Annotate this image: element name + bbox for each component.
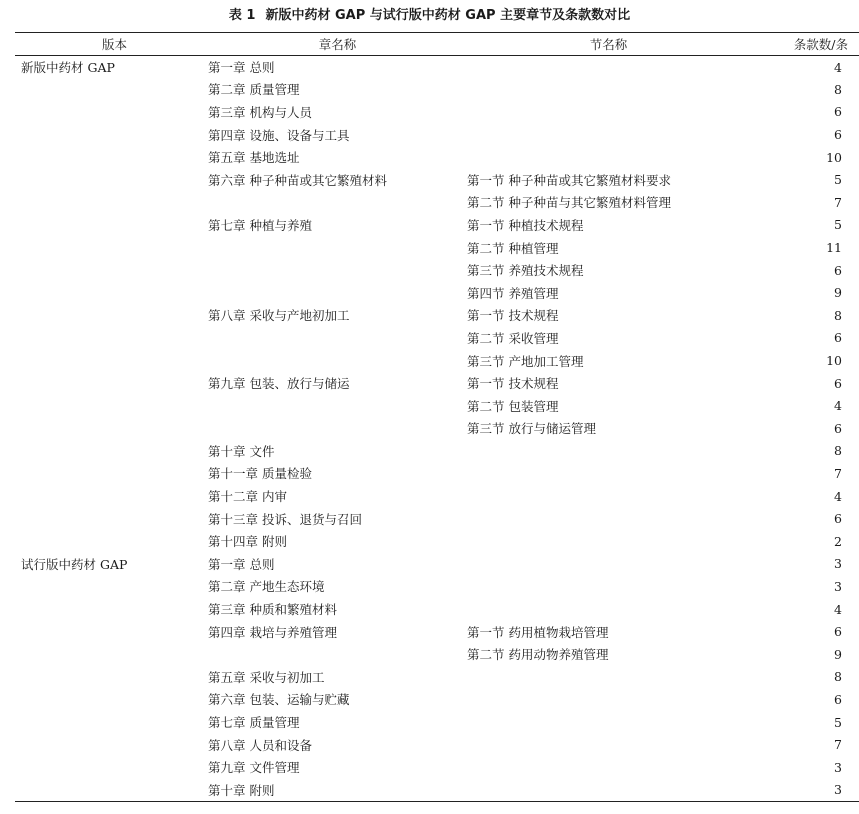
- cell-section: [467, 598, 750, 621]
- table-caption: [0, 6, 859, 26]
- header-chapter: 章名称: [318, 37, 357, 52]
- cell-version: [15, 191, 208, 214]
- cell-section: 第二节 种子种苗与其它繁殖材料管理: [467, 195, 671, 211]
- cell-chapter: [208, 327, 467, 350]
- table-row: [15, 779, 859, 802]
- cell-version: [15, 304, 208, 327]
- cell-version: [15, 78, 208, 101]
- table-row: [15, 304, 859, 327]
- cell-version: [15, 756, 208, 779]
- cell-version: [15, 394, 208, 417]
- cell-section: [467, 123, 750, 146]
- table-row: [15, 56, 859, 79]
- cell-chapter: 第十三章 投诉、退货与召回: [208, 511, 362, 527]
- cell-version: [15, 598, 208, 621]
- table-caption-label: 表 1: [228, 8, 256, 23]
- table-row: [15, 168, 859, 191]
- cell-chapter: 第十一章 质量检验: [208, 466, 312, 482]
- cell-chapter: [208, 191, 467, 214]
- table-row: [15, 507, 859, 530]
- cell-section: [467, 666, 750, 689]
- cell-chapter: 第七章 质量管理: [208, 715, 300, 731]
- cell-chapter: [208, 259, 467, 282]
- cell-count: 5: [834, 172, 842, 188]
- cell-count: 6: [834, 420, 842, 436]
- cell-chapter: 第六章 包装、运输与贮藏: [208, 692, 350, 708]
- cell-section: 第一节 种植技术规程: [467, 217, 584, 233]
- cell-section: 第三节 产地加工管理: [467, 353, 584, 369]
- table-row: [15, 214, 859, 237]
- table-body: [15, 56, 859, 802]
- cell-count: 7: [834, 737, 842, 753]
- cell-version: [15, 168, 208, 191]
- cell-section: [467, 756, 750, 779]
- cell-version: [15, 349, 208, 372]
- table-caption-title: 新版中药材 GAP 与试行版中药材 GAP 主要章节及条款数对比: [265, 8, 631, 23]
- cell-version: [15, 123, 208, 146]
- cell-section: [467, 101, 750, 124]
- cell-count: 7: [834, 465, 842, 481]
- cell-count: 4: [834, 398, 842, 414]
- table-row: [15, 123, 859, 146]
- cell-count: 7: [834, 194, 842, 210]
- table-row: [15, 191, 859, 214]
- cell-count: 8: [834, 307, 842, 323]
- table-row: [15, 643, 859, 666]
- cell-chapter: 第十章 附则: [208, 782, 275, 798]
- cell-chapter: 第十章 文件: [208, 443, 275, 459]
- cell-section: [467, 530, 750, 553]
- cell-section: [467, 146, 750, 169]
- cell-count: 5: [834, 714, 842, 730]
- cell-chapter: 第十二章 内审: [208, 489, 287, 505]
- cell-section: 第一节 技术规程: [467, 376, 559, 392]
- cell-count: 9: [834, 646, 842, 662]
- cell-section: 第一节 种子种苗或其它繁殖材料要求: [467, 172, 671, 188]
- cell-count: 4: [834, 488, 842, 504]
- cell-version: [15, 101, 208, 124]
- cell-count: 6: [834, 104, 842, 120]
- cell-version: [15, 146, 208, 169]
- table-row: [15, 711, 859, 734]
- cell-count: 3: [834, 556, 842, 572]
- cell-version: [15, 485, 208, 508]
- cell-chapter: 第一章 总则: [208, 60, 275, 76]
- cell-section: 第二节 采收管理: [467, 330, 559, 346]
- cell-count: 6: [834, 330, 842, 346]
- table-row: [15, 485, 859, 508]
- table-row: [15, 756, 859, 779]
- table-header-row: [15, 33, 859, 56]
- cell-version: 试行版中药材 GAP: [21, 556, 128, 572]
- cell-section: [467, 575, 750, 598]
- cell-section: 第四节 养殖管理: [467, 285, 559, 301]
- cell-count: 10: [826, 353, 842, 369]
- cell-section: 第一节 技术规程: [467, 308, 559, 324]
- cell-chapter: [208, 643, 467, 666]
- cell-chapter: [208, 417, 467, 440]
- cell-count: 3: [834, 782, 842, 798]
- cell-section: [467, 553, 750, 576]
- cell-count: 4: [834, 59, 842, 75]
- table-row: [15, 281, 859, 304]
- cell-chapter: 第三章 种质和繁殖材料: [208, 602, 337, 618]
- cell-section: [467, 507, 750, 530]
- cell-section: [467, 779, 750, 802]
- cell-count: 6: [834, 624, 842, 640]
- cell-version: [15, 620, 208, 643]
- cell-section: 第二节 包装管理: [467, 398, 559, 414]
- cell-count: 8: [834, 443, 842, 459]
- cell-count: 6: [834, 262, 842, 278]
- cell-section: 第二节 药用动物养殖管理: [467, 647, 609, 663]
- cell-count: 8: [834, 669, 842, 685]
- cell-version: [15, 281, 208, 304]
- table-row: [15, 620, 859, 643]
- cell-chapter: 第四章 设施、设备与工具: [208, 127, 350, 143]
- cell-section: [467, 733, 750, 756]
- cell-version: [15, 711, 208, 734]
- cell-version: [15, 327, 208, 350]
- cell-section: [467, 440, 750, 463]
- table-row: [15, 417, 859, 440]
- table-row: [15, 733, 859, 756]
- cell-chapter: [208, 236, 467, 259]
- table-row: [15, 440, 859, 463]
- cell-version: [15, 575, 208, 598]
- cell-chapter: 第十四章 附则: [208, 534, 287, 550]
- table-row: [15, 598, 859, 621]
- cell-version: [15, 666, 208, 689]
- cell-version: 新版中药材 GAP: [21, 60, 115, 76]
- cell-section: [467, 688, 750, 711]
- cell-chapter: [208, 394, 467, 417]
- table-row: [15, 688, 859, 711]
- table-row: [15, 666, 859, 689]
- cell-chapter: 第五章 基地选址: [208, 150, 300, 166]
- cell-version: [15, 733, 208, 756]
- cell-version: [15, 779, 208, 802]
- cell-chapter: 第九章 文件管理: [208, 760, 300, 776]
- cell-chapter: 第八章 人员和设备: [208, 737, 312, 753]
- cell-count: 3: [834, 578, 842, 594]
- cell-section: [467, 56, 750, 79]
- cell-count: 5: [834, 217, 842, 233]
- cell-chapter: [208, 281, 467, 304]
- header-count: 条款数/条: [793, 37, 848, 52]
- cell-chapter: 第二章 产地生态环境: [208, 579, 325, 595]
- table-row: [15, 530, 859, 553]
- cell-count: 6: [834, 375, 842, 391]
- cell-count: 6: [834, 511, 842, 527]
- cell-section: [467, 711, 750, 734]
- table-row: [15, 101, 859, 124]
- cell-section: 第二节 种植管理: [467, 240, 559, 256]
- cell-chapter: 第二章 质量管理: [208, 82, 300, 98]
- table-row: [15, 575, 859, 598]
- cell-version: [15, 530, 208, 553]
- cell-count: 2: [834, 533, 842, 549]
- cell-count: 11: [826, 240, 842, 256]
- cell-count: 9: [834, 285, 842, 301]
- table-row: [15, 146, 859, 169]
- cell-version: [15, 236, 208, 259]
- cell-section: 第三节 养殖技术规程: [467, 263, 584, 279]
- header-section: 节名称: [589, 37, 628, 52]
- table-row: [15, 327, 859, 350]
- table-header: [15, 33, 859, 56]
- cell-section: [467, 485, 750, 508]
- cell-section: [467, 462, 750, 485]
- cell-count: 4: [834, 601, 842, 617]
- cell-section: 第一节 药用植物栽培管理: [467, 624, 609, 640]
- cell-chapter: 第八章 采收与产地初加工: [208, 308, 350, 324]
- cell-version: [15, 372, 208, 395]
- cell-version: [15, 259, 208, 282]
- cell-version: [15, 688, 208, 711]
- cell-chapter: 第七章 种植与养殖: [208, 217, 312, 233]
- cell-chapter: 第一章 总则: [208, 556, 275, 572]
- cell-count: 6: [834, 127, 842, 143]
- cell-chapter: 第五章 采收与初加工: [208, 669, 325, 685]
- cell-version: [15, 643, 208, 666]
- gap-comparison-table: [15, 32, 859, 802]
- table-row: [15, 259, 859, 282]
- cell-chapter: [208, 349, 467, 372]
- cell-chapter: 第九章 包装、放行与储运: [208, 376, 350, 392]
- cell-count: 10: [826, 149, 842, 165]
- cell-version: [15, 440, 208, 463]
- table-row: [15, 394, 859, 417]
- table-row: [15, 78, 859, 101]
- cell-version: [15, 507, 208, 530]
- cell-chapter: 第六章 种子种苗或其它繁殖材料: [208, 172, 387, 188]
- table-row: [15, 236, 859, 259]
- cell-count: 6: [834, 691, 842, 707]
- cell-count: 8: [834, 81, 842, 97]
- cell-chapter: 第四章 栽培与养殖管理: [208, 624, 337, 640]
- table-row: [15, 349, 859, 372]
- cell-section: 第三节 放行与储运管理: [467, 421, 596, 437]
- cell-version: [15, 462, 208, 485]
- table-row: [15, 553, 859, 576]
- header-version: 版本: [101, 37, 127, 52]
- cell-version: [15, 214, 208, 237]
- cell-count: 3: [834, 759, 842, 775]
- cell-chapter: 第三章 机构与人员: [208, 104, 312, 120]
- table-row: [15, 372, 859, 395]
- cell-section: [467, 78, 750, 101]
- cell-version: [15, 417, 208, 440]
- table-row: [15, 462, 859, 485]
